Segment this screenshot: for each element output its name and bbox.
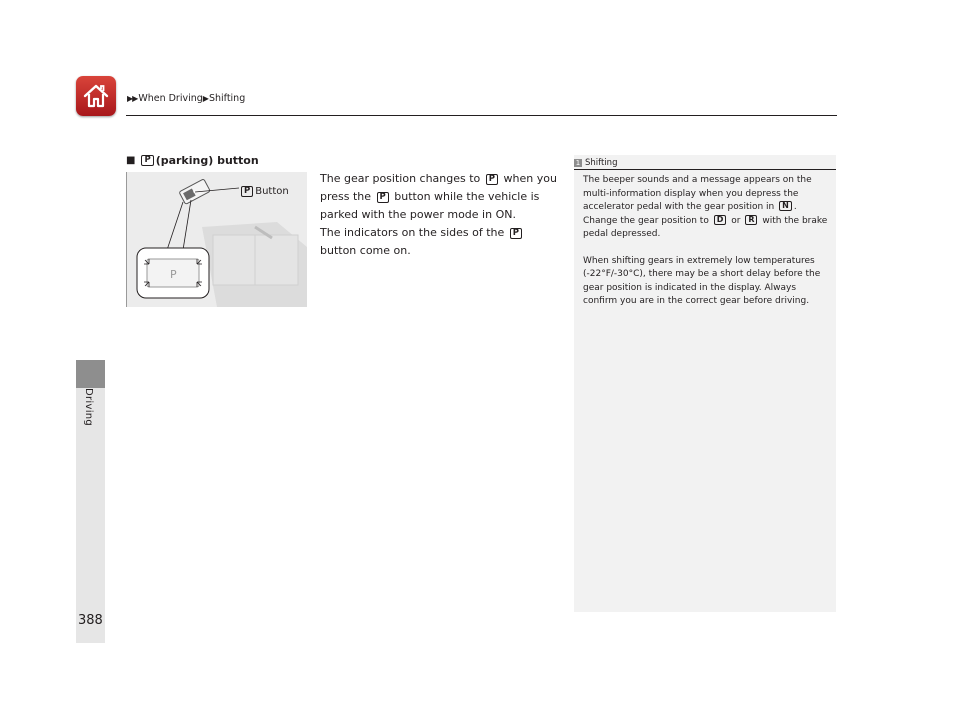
n-key-glyph: N: [779, 201, 792, 211]
p-key-glyph: P: [510, 228, 522, 239]
breadcrumb-arrow: ▶▶: [127, 94, 138, 103]
breadcrumb: [127, 93, 245, 104]
sidebar-text-run: .: [793, 202, 797, 212]
svg-text:P: P: [170, 268, 177, 281]
body-text: when you press the: [320, 172, 557, 203]
sidebar-text-run: Change the gear position to: [583, 215, 709, 226]
breadcrumb-arrow: ▶: [202, 94, 208, 103]
sidebar-paragraph: When shifting gears in extremely low temperatures (-22°F/-30°C), there may be a short delay before the gear position is indicated in the display. Always confirm you are in the correct gear before driving.: [583, 255, 821, 306]
side-tab[interactable]: [76, 388, 105, 643]
p-key-glyph: P: [141, 155, 153, 166]
header-divider: [126, 115, 837, 116]
section-title-text: (parking) button: [155, 154, 259, 167]
p-key-glyph: P: [241, 186, 253, 197]
note-marker-icon: 1: [575, 159, 581, 167]
side-tab-marker: [76, 360, 105, 388]
body-text: button come on.: [320, 244, 411, 257]
section-bullet: ■: [126, 155, 136, 166]
p-key-glyph: P: [486, 174, 498, 185]
sidebar-heading: [574, 158, 617, 168]
side-tab-label: Driving: [83, 388, 94, 427]
body-paragraph: [320, 170, 560, 224]
body-text: The indicators on the sides of the: [320, 226, 505, 239]
body-text: The gear position changes to: [320, 172, 481, 185]
breadcrumb-link-shifting[interactable]: Shifting: [208, 93, 246, 104]
sidebar-text-run: The beeper sounds and a message appears on the multi-information display when you depress the accelerator pedal with the gear position in: [583, 175, 812, 212]
sidebar-text-run: with the brake pedal depressed.: [583, 215, 828, 239]
sidebar-heading-text: Shifting: [585, 158, 618, 168]
home-button[interactable]: [76, 76, 116, 116]
sidebar-divider: [574, 169, 836, 170]
d-key-glyph: D: [714, 215, 727, 225]
sidebar-text-run: or: [731, 215, 741, 226]
figure-callout: [239, 186, 289, 197]
sidebar-paragraph: [583, 174, 831, 242]
body-text: button while the vehicle is parked with the power mode in ON.: [320, 190, 540, 221]
sidebar-text: [583, 174, 831, 322]
section-title: [126, 154, 259, 167]
r-key-glyph: R: [745, 215, 757, 225]
main-body: [320, 170, 560, 260]
breadcrumb-link-when-driving[interactable]: When Driving: [138, 93, 203, 104]
callout-label: Button: [255, 186, 289, 197]
body-paragraph: [320, 224, 560, 260]
p-key-glyph: P: [377, 192, 389, 203]
page-number: 388: [78, 613, 103, 628]
home-icon: [81, 81, 111, 111]
